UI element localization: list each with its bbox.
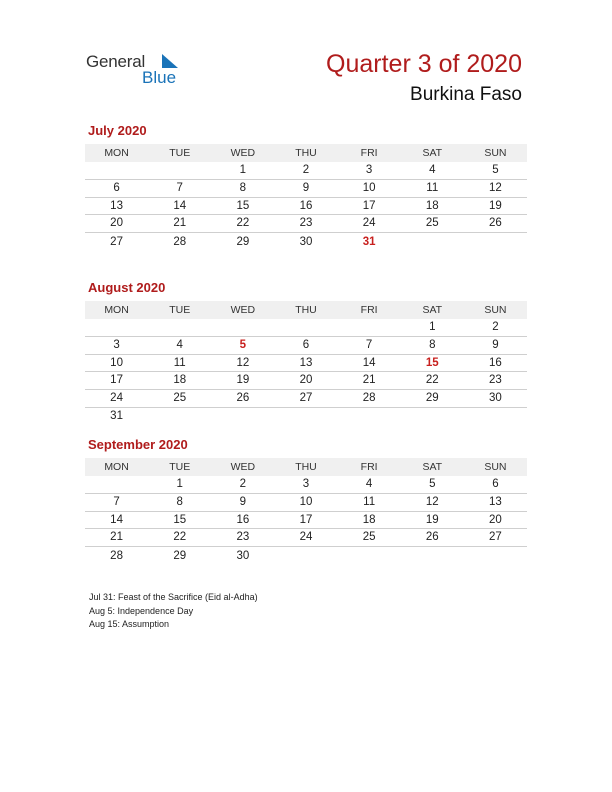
day-cell: 28 [110,549,123,562]
week-row [85,180,527,198]
week-row [85,233,527,251]
day-cell: 13 [489,495,502,508]
day-cell: 18 [173,374,187,387]
weekday-label: SUN [484,146,507,159]
week-row [85,162,527,180]
day-cell: 26 [236,392,250,405]
weekday-label: TUE [169,460,191,473]
day-cell: 29 [236,235,250,248]
month-title: August 2020 [88,280,166,295]
day-cell: 4 [365,477,373,490]
weekday-label: MON [104,146,129,159]
day-cell: 3 [302,477,310,490]
day-cell: 31 [110,410,123,423]
day-cell: 12 [236,356,250,369]
week-row [85,547,527,565]
day-cell: 2 [492,320,499,333]
weekday-header-row [85,301,527,319]
weekday-label: FRI [360,460,378,473]
day-cell: 25 [425,217,439,230]
day-cell: 10 [362,181,376,194]
day-cell: 24 [362,217,376,230]
day-cell: 25 [173,392,187,405]
day-cell: 13 [110,199,123,212]
day-cell: 12 [425,495,439,508]
day-cell: 7 [113,495,120,508]
day-cell: 18 [425,199,439,212]
day-cell: 31 [362,235,376,248]
weekday-label: SAT [422,146,443,159]
weekday-label: FRI [360,146,378,159]
day-cell: 22 [236,217,250,230]
day-cell: 14 [362,356,376,369]
day-cell: 15 [173,513,187,526]
weekday-label: SUN [484,460,507,473]
day-cell: 9 [302,181,310,194]
day-cell: 2 [302,163,310,176]
day-cell: 6 [113,181,120,194]
weekday-label: MON [104,460,129,473]
weekday-header-row [85,144,527,162]
day-cell: 2 [239,477,247,490]
day-cell: 6 [492,477,499,490]
day-cell: 23 [236,531,250,544]
day-cell: 16 [489,356,502,369]
day-cell: 17 [362,199,376,212]
day-cell: 21 [362,374,376,387]
holiday-note: Aug 15: Assumption [89,619,170,629]
day-cell: 29 [425,392,439,405]
month-july [85,122,527,251]
day-cell: 20 [299,374,313,387]
day-cell: 26 [425,531,439,544]
logo-word-blue: Blue [142,68,177,87]
day-cell: 29 [173,549,187,562]
day-cell: 5 [429,477,436,490]
day-cell: 27 [299,392,313,405]
day-cell: 26 [489,217,502,230]
logo-triangle-icon [160,54,178,68]
weekday-label: THU [295,460,317,473]
month-august [85,279,527,426]
week-row [85,337,527,355]
day-cell: 8 [176,495,183,508]
week-row [85,215,527,233]
day-cell: 19 [236,374,250,387]
day-cell: 4 [176,338,183,351]
day-cell: 8 [429,338,436,351]
day-cell: 19 [489,199,502,212]
day-cell: 9 [239,495,247,508]
weekday-label: MON [104,303,129,316]
week-row [85,355,527,373]
week-row [85,319,527,337]
week-row [85,390,527,408]
weekday-label: WED [230,146,256,159]
weekday-label: FRI [360,303,378,316]
day-cell: 24 [299,531,313,544]
page-title: Quarter 3 of 2020 [326,50,522,78]
month-title: September 2020 [88,437,188,452]
week-row [85,372,527,390]
day-cell: 14 [110,513,123,526]
day-cell: 17 [110,374,123,387]
day-cell: 27 [110,235,123,248]
day-cell: 5 [492,163,499,176]
weekday-label: SUN [484,303,507,316]
weekday-label: WED [230,460,256,473]
day-cell: 15 [425,356,439,369]
day-cell: 28 [173,235,187,248]
day-cell: 8 [239,181,247,194]
weekday-label: TUE [169,146,191,159]
day-cell: 1 [239,163,247,176]
day-cell: 15 [236,199,250,212]
holiday-note: Jul 31: Feast of the Sacrifice (Eid al-Adha) [89,592,258,602]
day-cell: 30 [236,549,250,562]
weekday-label: SAT [422,460,443,473]
weekday-header-row [85,458,527,476]
day-cell: 7 [365,338,373,351]
day-cell: 19 [425,513,439,526]
weekday-label: WED [230,303,256,316]
day-cell: 25 [362,531,376,544]
day-cell: 3 [113,338,120,351]
logo-word-general: General [86,52,146,71]
day-cell: 30 [299,235,313,248]
day-cell: 27 [489,531,502,544]
day-cell: 21 [173,217,187,230]
day-cell: 30 [489,392,502,405]
day-cell: 16 [299,199,313,212]
day-cell: 23 [489,374,502,387]
weekday-label: TUE [169,303,191,316]
day-cell: 22 [173,531,187,544]
week-row [85,408,527,426]
day-cell: 18 [362,513,376,526]
day-cell: 12 [489,181,502,194]
day-cell: 13 [299,356,313,369]
weekday-label: SAT [422,303,443,316]
day-cell: 10 [110,356,123,369]
day-cell: 14 [173,199,187,212]
day-cell: 11 [426,181,439,194]
holiday-note: Aug 5: Independence Day [89,605,194,616]
month-september [85,436,527,565]
week-row [85,529,527,547]
week-row [85,494,527,512]
day-cell: 11 [363,495,376,508]
week-row [85,512,527,530]
day-cell: 10 [299,495,313,508]
month-title: July 2020 [88,123,147,138]
weekday-label: THU [295,146,317,159]
logo [86,52,196,92]
day-cell: 1 [176,477,183,490]
day-cell: 21 [110,531,123,544]
day-cell: 11 [173,356,186,369]
day-cell: 20 [110,217,123,230]
day-cell: 3 [365,163,373,176]
day-cell: 4 [429,163,436,176]
week-row [85,476,527,494]
day-cell: 16 [236,513,250,526]
day-cell: 17 [299,513,313,526]
country-name: Burkina Faso [410,84,522,105]
day-cell: 24 [110,392,123,405]
day-cell: 28 [362,392,376,405]
day-cell: 5 [239,338,247,351]
day-cell: 22 [425,374,439,387]
day-cell: 7 [176,181,183,194]
week-row [85,198,527,216]
day-cell: 1 [429,320,436,333]
holiday-notes [89,591,258,632]
day-cell: 23 [299,217,313,230]
weekday-label: THU [295,303,317,316]
day-cell: 9 [492,338,499,351]
day-cell: 20 [489,513,502,526]
day-cell: 6 [302,338,310,351]
